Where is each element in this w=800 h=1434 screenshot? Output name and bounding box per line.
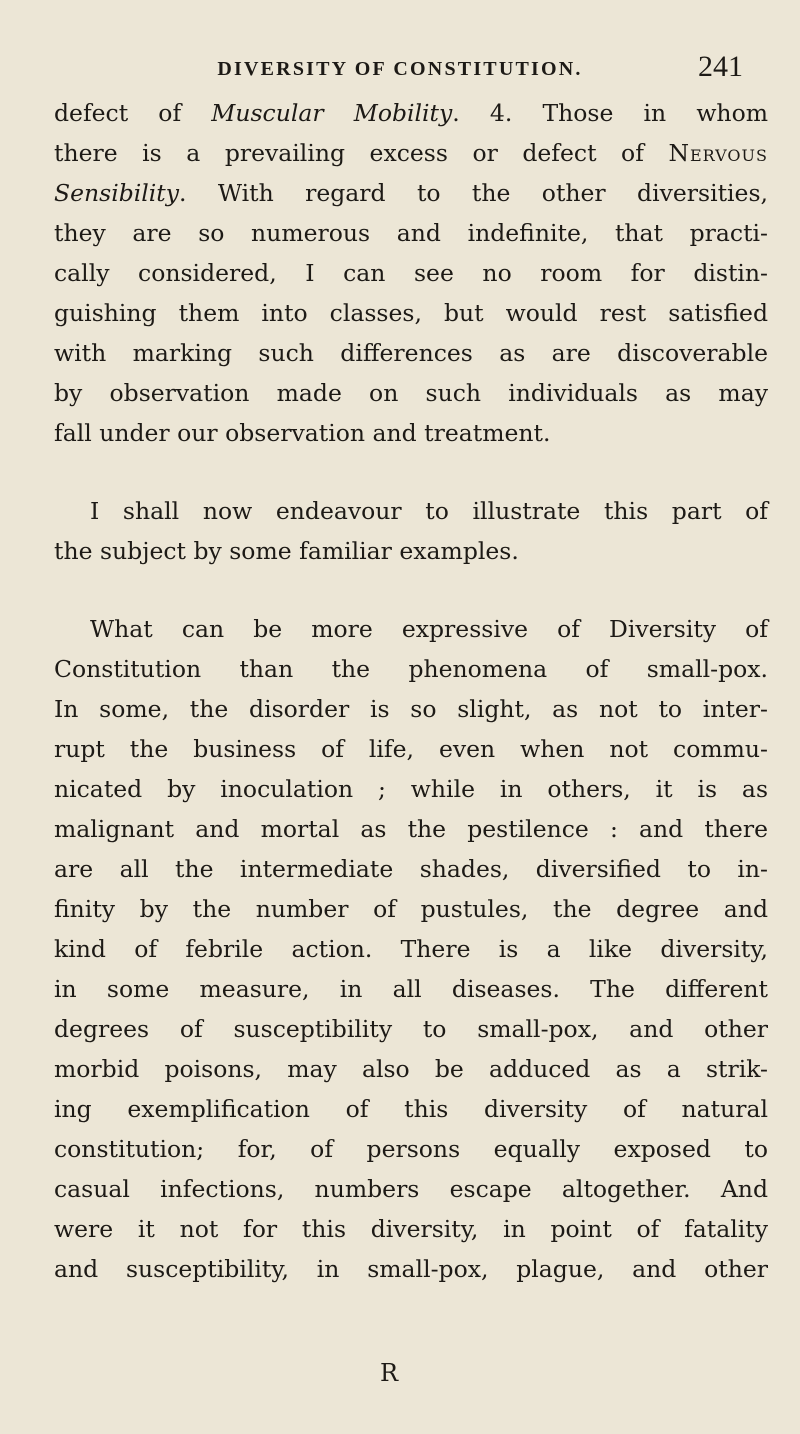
- running-head: DIVERSITY OF CONSTITUTION.: [217, 58, 583, 80]
- text-line-26: casual infections, numbers escape altogether. And: [54, 1175, 768, 1203]
- text-line-4: they are so numerous and indefinite, that practi-: [54, 219, 768, 247]
- text-line-6: guishing them into classes, but would rest satisfied: [54, 299, 768, 327]
- italic-muscular-mobility: Muscular Mobility: [211, 99, 453, 127]
- page-number: 241: [698, 50, 743, 83]
- text-line-1: defect of Muscular Mobility. 4. Those in whom: [54, 99, 768, 127]
- text-line-22: degrees of susceptibility to small-pox, and other: [54, 1015, 768, 1043]
- text-line-2: there is a prevailing excess or defect of Nervous: [54, 139, 768, 167]
- text-line-19: finity by the number of pustules, the degree and: [54, 895, 768, 923]
- text-line-10: I shall now endeavour to illustrate this part of: [90, 497, 768, 525]
- text-line-11: the subject by some familiar examples.: [54, 537, 519, 565]
- italic-sensibility: Sensibility: [54, 179, 180, 207]
- text-line-9: fall under our observation and treatment.: [54, 419, 551, 447]
- text-line-25: constitution; for, of persons equally exposed to: [54, 1135, 768, 1163]
- text-line-17: malignant and mortal as the pestilence : and there: [54, 815, 768, 843]
- text-line-27: were it not for this diversity, in point of fatality: [54, 1215, 768, 1243]
- text-line-28: and susceptibility, in small-pox, plague, and other: [54, 1255, 768, 1283]
- text-line-14: In some, the disorder is so slight, as not to inter-: [54, 695, 768, 723]
- text-line-12: What can be more expressive of Diversity of: [90, 615, 768, 643]
- smallcaps-nervous: Nervous: [668, 139, 768, 167]
- text-line-5: cally considered, I can see no room for distin-: [54, 259, 768, 287]
- text-line-21: in some measure, in all diseases. The different: [54, 975, 768, 1003]
- text-line-23: morbid poisons, may also be adduced as a strik-: [54, 1055, 768, 1083]
- text-line-13: Constitution than the phenomena of small-pox.: [54, 655, 768, 683]
- text-line-16: nicated by inoculation ; while in others, it is as: [54, 775, 768, 803]
- text-line-15: rupt the business of life, even when not commu-: [54, 735, 768, 763]
- signature-mark: R: [380, 1359, 399, 1387]
- text-line-3: Sensibility. With regard to the other diversities,: [54, 179, 768, 207]
- text-line-18: are all the intermediate shades, diversified to in-: [54, 855, 768, 883]
- text-line-8: by observation made on such individuals as may: [54, 379, 768, 407]
- text-line-24: ing exemplification of this diversity of natural: [54, 1095, 768, 1123]
- text-line-20: kind of febrile action. There is a like diversity,: [54, 935, 768, 963]
- text-line-7: with marking such differences as are discoverable: [54, 339, 768, 367]
